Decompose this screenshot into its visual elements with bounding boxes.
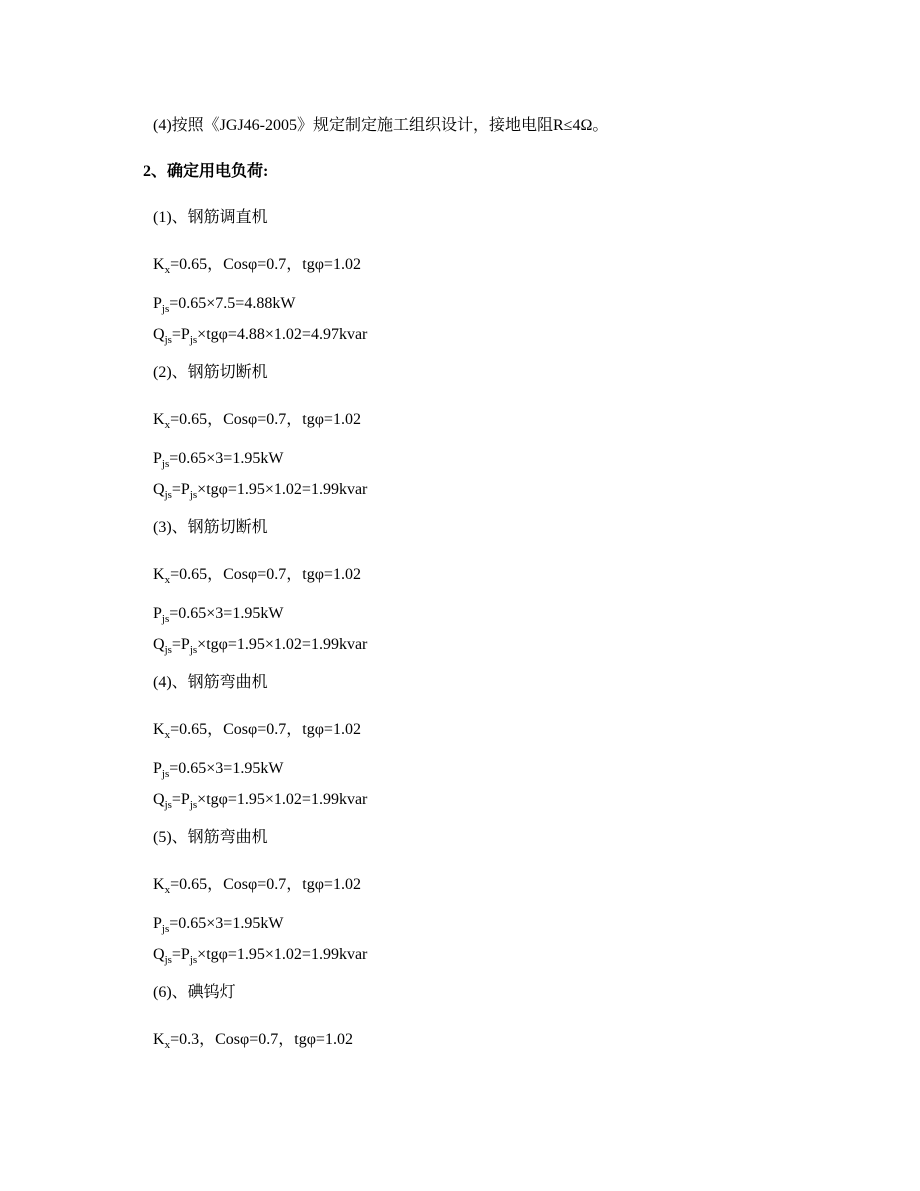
qjs-formula: $Q_{js}=P_{js}\times tg\varphi=4.88\times 1.02=4.97kvar$ (153, 326, 368, 346)
item-title: (2)、钢筋切断机 (153, 364, 268, 381)
kx-formula: $K_x=0.65$，Cosφ=0.7，tgφ=1.02 (153, 876, 361, 896)
item-title: (3)、钢筋切断机 (153, 519, 268, 536)
qjs-formula: $Q_{js}=P_{js}\times tg\varphi=1.95\times 1.02=1.99kvar$ (153, 946, 368, 966)
pjs-formula: $P_{js}=0.65\times 3=1.95kW$ (153, 605, 284, 625)
item-title: (6)、碘钨灯 (153, 984, 236, 1001)
kx-formula: $K_x=0.65$，Cosφ=0.7，tgφ=1.02 (153, 256, 361, 276)
intro-line: (4)按照《JGJ46-2005》规定制定施工组织设计，接地电阻R≤4Ω。 (153, 117, 609, 134)
pjs-formula: $P_{js}=0.65\times 3=1.95kW$ (153, 915, 284, 935)
section-title: 2、确定用电负荷: (143, 163, 269, 180)
kx-formula: $K_x=0.65$，Cosφ=0.7，tgφ=1.02 (153, 566, 361, 586)
kx-formula: $K_x=0.65$，Cosφ=0.7，tgφ=1.02 (153, 721, 361, 741)
item-title: (4)、钢筋弯曲机 (153, 674, 268, 691)
kx-formula: $K_x=0.65$，Cosφ=0.7，tgφ=1.02 (153, 411, 361, 431)
qjs-formula: $Q_{js}=P_{js}\times tg\varphi=1.95\times 1.02=1.99kvar$ (153, 481, 368, 501)
pjs-formula: $P_{js}=0.65\times 3=1.95kW$ (153, 760, 284, 780)
pjs-formula: $P_{js}=0.65\times 3=1.95kW$ (153, 450, 284, 470)
pjs-formula: $P_{js}=0.65\times 7.5=4.88kW$ (153, 295, 296, 315)
item-title: (5)、钢筋弯曲机 (153, 829, 268, 846)
qjs-formula: $Q_{js}=P_{js}\times tg\varphi=1.95\times 1.02=1.99kvar$ (153, 636, 368, 656)
kx-formula: $K_x=0.3$，Cosφ=0.7，tgφ=1.02 (153, 1031, 353, 1051)
item-title: (1)、钢筋调直机 (153, 209, 268, 226)
qjs-formula: $Q_{js}=P_{js}\times tg\varphi=1.95\times 1.02=1.99kvar$ (153, 791, 368, 811)
